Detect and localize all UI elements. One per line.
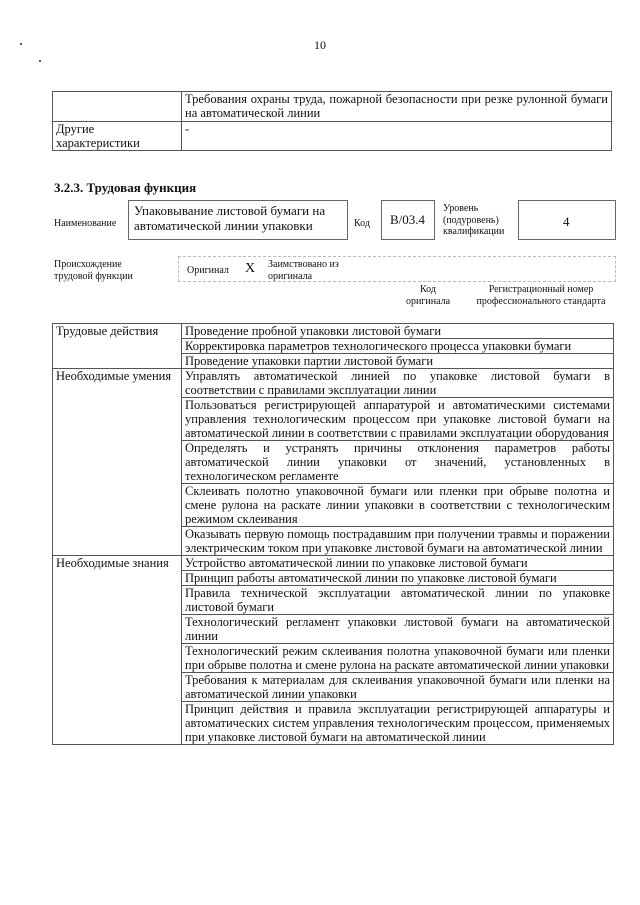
list-item: Оказывать первую помощь пострадавшим при получении травмы и поражении электрическим током при упаковке листовой бумаги на автоматической линии [182,527,614,556]
original-mark: X [245,261,256,276]
table-row [53,484,614,527]
code-original-label: Код оригинала [405,284,451,307]
row-label [53,92,182,122]
group-title: Необходимые знания [53,556,182,571]
table-row [53,644,614,673]
table-row [53,354,614,369]
list-item: Управлять автоматической линией по упаковке листовой бумаги в соответствии с правилами эксплуатации линии [182,369,614,398]
scan-speck [39,60,41,62]
list-item: Устройство автоматической линии по упаковке листовой бумаги [182,556,614,571]
table-row [53,527,614,556]
table-row [53,324,614,339]
table-row [53,571,614,586]
page-number: 10 [314,38,326,52]
function-details-table [52,323,614,745]
table-row [53,369,614,398]
row-value: - [182,122,612,151]
list-item: Проведение упаковки партии листовой бумаги [182,354,614,369]
list-item: Требования к материалам для склеивания упаковочной бумаги или пленки на автоматической линии упаковки [182,673,614,702]
list-item: Определять и устранять причины отклонения параметров работы автоматической линии упаковки от значений, установленных в технологическом регламенте [182,441,614,484]
list-item: Склеивать полотно упаковочной бумаги или пленки при обрыве полотна и смене рулона на раскате линии упаковки в соответствии с технологическим режимом склеивания [182,484,614,527]
row-label: Другие характеристики [53,122,182,151]
list-item: Пользоваться регистрирующей аппаратурой и автоматическими системами управления технологическим процессом при упаковке листовой бумаги на автоматической линии в соответствии с правилами эксплуатации оборудования [182,398,614,441]
table-row [53,339,614,354]
section-title: 3.2.3. Трудовая функция [54,180,197,195]
origin-box [178,256,616,282]
table-row [53,441,614,484]
list-item: Проведение пробной упаковки листовой бумаги [182,324,614,339]
code-label: Код [354,218,370,229]
group-title: Трудовые действия [53,324,182,339]
table-row [53,615,614,644]
borrowed-label: Заимствовано из оригинала [268,259,339,282]
list-item: Корректировка параметров технологического процесса упаковки бумаги [182,339,614,354]
table-row [53,398,614,441]
table-row [53,556,614,571]
table-row [53,92,612,122]
list-item: Технологический режим склеивания полотна упаковочной бумаги или пленки при обрыве полотна и смене рулона на раскате автоматической линии упаковки [182,644,614,673]
table-row [53,122,612,151]
level-label: Уровень (подуровень) квалификации [443,203,505,237]
table-row [53,673,614,702]
list-item: Принцип действия и правила эксплуатации регистрирующей аппаратуры и автоматических систем управления технологическим процессом, применяемых при упаковке листовой бумаги на автоматической линии [182,702,614,745]
original-label: Оригинал [187,265,229,276]
row-value: Требования охраны труда, пожарной безопасности при резке рулонной бумаги на автоматической линии [182,92,612,122]
top-characteristics-table [52,91,612,151]
list-item: Правила технической эксплуатации автоматической линии по упаковке листовой бумаги [182,586,614,615]
level-value: 4 [563,214,570,229]
list-item: Технологический регламент упаковки листовой бумаги на автоматической линии [182,615,614,644]
table-row [53,702,614,745]
code-value: B/03.4 [390,212,426,227]
group-title: Необходимые умения [53,369,182,398]
origin-label: Происхождение трудовой функции [54,259,133,282]
registration-number-label: Регистрационный номер профессионального стандарта [476,284,606,307]
name-label: Наименование [54,218,117,229]
list-item: Принцип работы автоматической линии по упаковке листовой бумаги [182,571,614,586]
function-name: Упаковывание листовой бумаги на автоматической линии упаковки [134,203,326,233]
table-row [53,586,614,615]
